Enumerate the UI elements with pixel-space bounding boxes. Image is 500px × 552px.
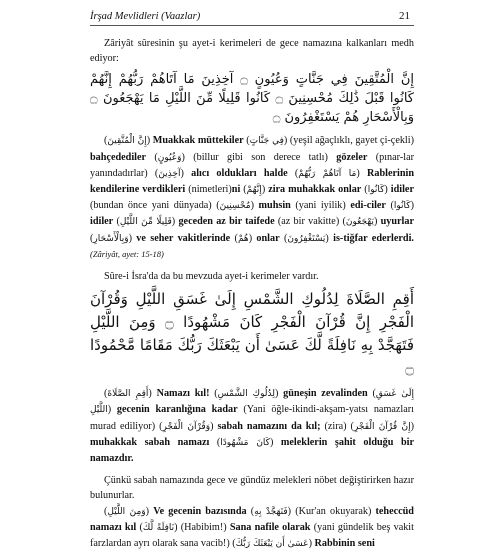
plain-text: (Yani öğle-ikindi-akşam-yatsı namazları murad ediliyor) ( [90, 404, 414, 432]
plain-text: ( [287, 167, 299, 179]
plain-text: ) (yeşil ağaçlıklı, gayet çi-çekli) [283, 135, 414, 147]
plain-text: ) [274, 388, 284, 400]
plain-text: ( [136, 521, 143, 533]
running-head [90, 10, 414, 26]
plain-text: ) [356, 167, 367, 179]
arabic-gloss: إِنَّهُمْ [246, 185, 262, 196]
plain-text: (yani gündelik beş vakit farzlardan ayrı olarak sana vacib!) ( [90, 521, 414, 550]
plain-text: ( [113, 216, 120, 228]
arabic-gloss: آخِذِينَ [158, 168, 181, 179]
plain-text: ( [240, 184, 247, 196]
arabic-gloss: مُحْسِنِينَ [219, 201, 251, 212]
arabic-verse-zariyat: إِنَّ الْمُتَّقِينَ فِي جَنَّاتٍ وَعُيُونٍ ۝ آخِذِينَ مَا آتَاهُمْ رَبُّهُمْ إِنَّهُمْ كَانُوا قَبْلَ ذَٰلِكَ مُحْسِنِينَ ۝ كَانُوا قَلِيلًا مِّنَ اللَّيْلِ مَا يَهْجَعُونَ ۝ وَبِالْأَسْحَارِ هُمْ يَسْتَغْفِرُونَ ۝ [90, 72, 414, 126]
verse-reference: (Zâriyât, ayet: 15-18) [90, 248, 164, 259]
intro-paragraph: Zâriyât sûresinin şu ayet-i kerimeleri de gece namazına kalkanları medh ediyor: [90, 38, 414, 65]
arabic-gloss: وَقُرْآنَ الْفَجْرِ [162, 421, 211, 432]
intro-isra-paragraph: Sûre-i İsra'da da bu mevzuda ayet-i kerimeler vardır. [104, 271, 319, 283]
arabic-gloss: وَبِالْأَسْحَارِ [93, 233, 129, 244]
plain-text: ( [90, 232, 94, 244]
plain-text: ) [210, 420, 218, 432]
bold-translation: bahçedediler [90, 151, 147, 163]
bold-translation: geceden az bir taifede [178, 216, 275, 228]
bold-translation: idiler [390, 184, 414, 196]
bold-translation: ve seher vakitlerinde [136, 232, 231, 244]
commentary-tahajjud [90, 504, 414, 552]
arabic-gloss: هُمْ [237, 233, 249, 244]
bold-translation: alıcı oldukları halde [191, 167, 288, 179]
plain-text: ) [250, 200, 259, 212]
commentary-zariyat [90, 133, 414, 262]
bold-translation: meleklerin şahit olduğu bir namazdır. [90, 436, 414, 465]
plain-text: ) [384, 184, 391, 196]
plain-text: ( [246, 505, 255, 517]
bold-translation: güneşin zevalinden [283, 388, 368, 400]
plain-text: ) [128, 232, 137, 244]
arabic-gloss: إِنَّ الْمُتَّقِينَ [107, 136, 147, 147]
arabic-gloss: إِنَّ قُرْآنَ الْفَجْرِ [353, 421, 411, 432]
bold-translation: sabah namazını da kıl; [217, 420, 321, 432]
plain-text: ) [148, 388, 157, 400]
plain-text: ) (billur gibi son derece tatlı) [181, 151, 337, 163]
plain-text: ) [269, 436, 281, 448]
bold-translation: Muakkak müttekiler [152, 135, 244, 147]
bold-translation: Rabbinin seni [314, 538, 375, 550]
bold-translation: gözeler [336, 151, 368, 163]
plain-text: ( [209, 436, 221, 448]
plain-text: ) (Habibim!) [174, 521, 230, 533]
plain-text: ) [325, 232, 334, 244]
commentary-isra [90, 386, 414, 466]
plain-text: ) [261, 184, 269, 196]
plain-text: ) (Kur'an okuyarak) [287, 505, 376, 517]
plain-text: ( [104, 505, 108, 517]
bold-translation: idiler [90, 216, 114, 228]
plain-text: ( [385, 200, 394, 212]
plain-text: (zira) ( [320, 420, 354, 432]
arabic-gloss: نَافِلَةً لَّكَ [142, 522, 175, 533]
angels-paragraph: Çünkü sabah namazında gece ve gündüz melekleri nöbet değiştirirken hazır bulunurlar. [90, 475, 414, 502]
bold-translation: muhsin [258, 200, 291, 212]
plain-text: ( [361, 184, 368, 196]
plain-text: (nimetleri) [185, 184, 232, 196]
arabic-gloss: فَتَهَجَّدْ بِهِ [254, 506, 288, 517]
bold-translation: Namazı kıl! [156, 388, 210, 400]
arabic-gloss: لِدُلُوكِ الشَّمْسِ [217, 389, 275, 400]
plain-text: ( [104, 135, 108, 147]
bold-translation: onlar [256, 232, 280, 244]
arabic-gloss: قَلِيلًا مِّنَ اللَّيْلِ [119, 217, 172, 228]
bold-translation: edi-ciler [350, 200, 386, 212]
bold-translation: gecenin karanlığına kadar [116, 404, 238, 416]
plain-text: ) [107, 404, 117, 416]
bold-translation: is-tiğfar ederlerdi. [333, 232, 414, 244]
arabic-gloss: إِلَىٰ غَسَقِ اللَّيْلِ [90, 389, 414, 416]
plain-text: ) [171, 216, 179, 228]
plain-text: (yani iyilik) [290, 200, 351, 212]
plain-text: ( [230, 232, 238, 244]
plain-text: ) [180, 167, 192, 179]
bold-translation: ni [231, 184, 241, 196]
plain-text: ( [209, 388, 218, 400]
plain-text: (pınar-lar yanındadırlar) ( [90, 151, 414, 179]
plain-text: (bundan önce yani dünyada) ( [90, 200, 220, 212]
arabic-gloss: وَمِنَ اللَّيْلِ [107, 506, 146, 517]
plain-text: ( [243, 135, 250, 147]
arabic-gloss: وَعُيُونٍ [157, 152, 182, 163]
plain-text: ( [146, 151, 158, 163]
arabic-gloss: كَانَ مَشْهُودًا [220, 437, 270, 448]
plain-text: ) [146, 135, 153, 147]
arabic-gloss: فِي جَنَّاتٍ [249, 136, 284, 147]
arabic-gloss: كَانُوا [367, 185, 385, 196]
arabic-gloss: يَهْجَعُونَ [345, 217, 374, 228]
bold-translation: muhakkak sabah namazı [90, 436, 210, 448]
bold-translation: Rablerinin kendilerine verdikleri [90, 167, 414, 196]
arabic-gloss: عَسَىٰ أَن يَبْعَثَكَ رَبُّكَ [235, 539, 309, 550]
arabic-gloss: مَا آتَاهُمْ رَبُّهُمْ [298, 168, 357, 179]
plain-text: ) [308, 538, 315, 550]
arabic-gloss: يَسْتَغْفِرُونَ [287, 233, 326, 244]
plain-text: ) [248, 232, 257, 244]
plain-text: (az bir vakitte) ( [274, 216, 346, 228]
bold-translation: Ve gecenin bazısında [153, 505, 247, 517]
plain-text: ) [373, 216, 381, 228]
bold-translation: zira muhakkak onlar [268, 184, 362, 196]
plain-text: ( [279, 232, 288, 244]
bold-translation: uyurlar [380, 216, 414, 228]
arabic-verse-isra: أَقِمِ الصَّلَاةَ لِدُلُوكِ الشَّمْسِ إِلَىٰ غَسَقِ اللَّيْلِ وَقُرْآنَ الْفَجْرِ إِنَّ قُرْآنَ الْفَجْرِ كَانَ مَشْهُودًا ۝ وَمِنَ اللَّيْلِ فَتَهَجَّدْ بِهِ نَافِلَةً لَّكَ عَسَىٰ أَن يَبْعَثَكَ رَبُّكَ مَقَامًا مَّحْمُودًا ۝ [90, 290, 414, 378]
book-title: İrşad Mevlidleri (Vaazlar) [90, 11, 201, 22]
page-number: 21 [399, 10, 410, 22]
bold-translation: teheccüd namazı kıl [90, 505, 414, 533]
plain-text: ( [367, 388, 376, 400]
plain-text: ) [410, 420, 414, 432]
plain-text: ) [410, 200, 414, 212]
bold-translation: Sana nafile olarak [229, 521, 311, 533]
arabic-gloss: كَانُوا [393, 201, 411, 212]
arabic-gloss: أَقِمِ الصَّلَاةَ [107, 389, 149, 400]
plain-text: ) [145, 505, 154, 517]
plain-text: ( [104, 388, 108, 400]
